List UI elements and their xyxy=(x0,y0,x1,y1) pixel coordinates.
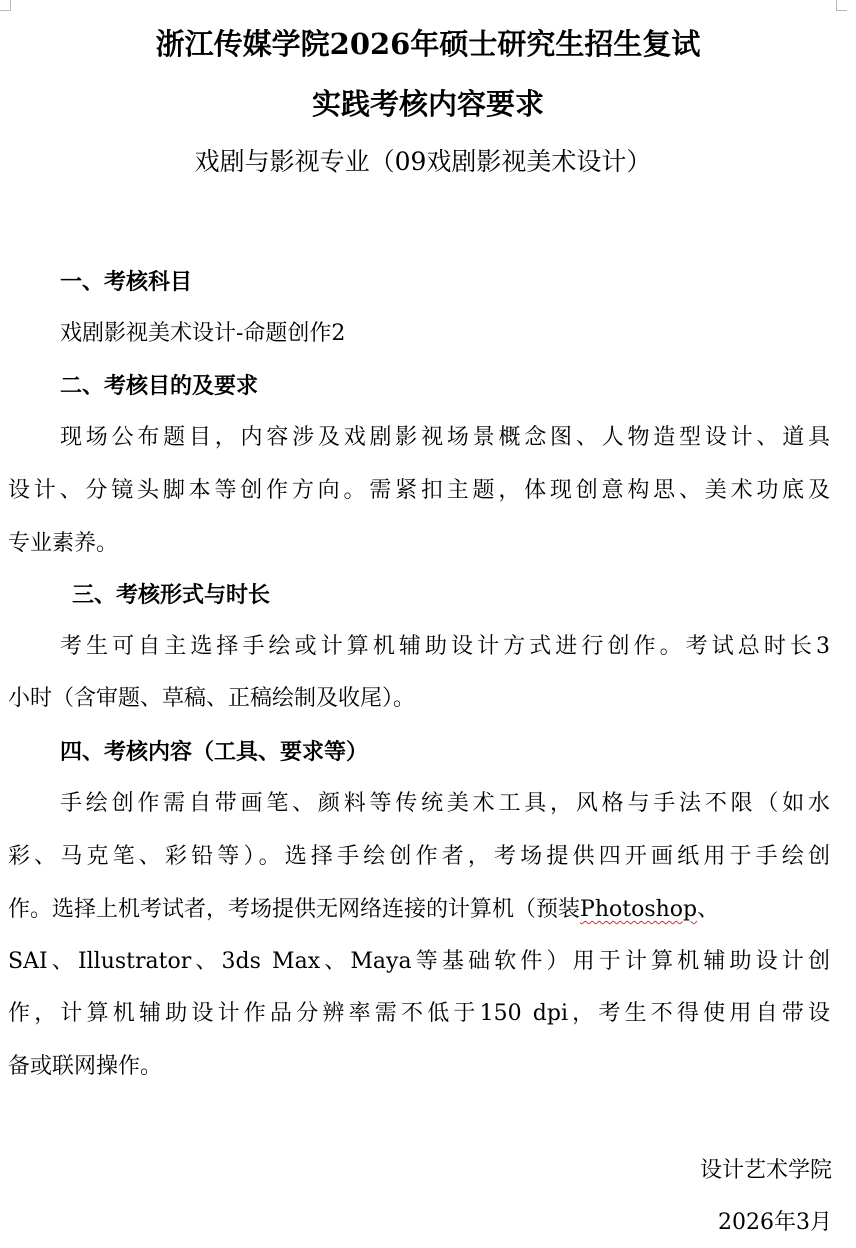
paragraph-line: 作，计算机辅助设计作品分辨率需不低于150 dpi，考生不得使用自带设 xyxy=(8,1001,830,1026)
document-title-line-1: 浙江传媒学院2026年硕士研究生招生复试 xyxy=(155,27,701,61)
paragraph-line: 戏剧影视美术设计-命题创作2 xyxy=(60,321,346,346)
section-heading-purpose: 二、考核目的及要求 xyxy=(60,373,259,399)
paragraph-line-with-software xyxy=(8,895,719,925)
spellcheck-flagged-word: Photoshop xyxy=(580,897,698,922)
paragraph-text: 、 xyxy=(697,897,720,922)
signature-organization: 设计艺术学院 xyxy=(699,1158,832,1183)
paragraph-text: 作。选择上机考试者，考场提供无网络连接的计算机（预装 xyxy=(8,897,581,922)
section-heading-format: 三、考核形式与时长 xyxy=(72,582,271,608)
paragraph-line: 考生可自主选择手绘或计算机辅助设计方式进行创作。考试总时长3 xyxy=(60,634,830,659)
section-heading-content: 四、考核内容（工具、要求等） xyxy=(60,739,369,765)
document-subtitle: 戏剧与影视专业（09戏剧影视美术设计） xyxy=(194,147,652,176)
paragraph-line: SAI、Illustrator、3ds Max、Maya等基础软件）用于计算机辅助设计创 xyxy=(8,949,830,974)
page-corner-mark-left xyxy=(0,0,11,11)
section-heading-subject: 一、考核科目 xyxy=(60,269,193,295)
document-title-line-2: 实践考核内容要求 xyxy=(311,87,544,121)
paragraph-line: 设计、分镜头脚本等创作方向。需紧扣主题，体现创意构思、美术功底及 xyxy=(8,478,830,503)
paragraph-line: 备或联网操作。 xyxy=(8,1054,163,1079)
paragraph-line: 现场公布题目，内容涉及戏剧影视场景概念图、人物造型设计、道具 xyxy=(60,425,830,450)
paragraph-line: 小时（含审题、草稿、正稿绘制及收尾）。 xyxy=(8,686,416,711)
page-corner-mark-right xyxy=(836,0,847,11)
paragraph-line: 手绘创作需自带画笔、颜料等传统美术工具，风格与手法不限（如水 xyxy=(60,791,830,816)
paragraph-line: 彩、马克笔、彩铅等）。选择手绘创作者，考场提供四开画纸用于手绘创 xyxy=(8,844,830,869)
paragraph-line: 专业素养。 xyxy=(8,531,119,556)
signature-date: 2026年3月 xyxy=(718,1210,832,1235)
